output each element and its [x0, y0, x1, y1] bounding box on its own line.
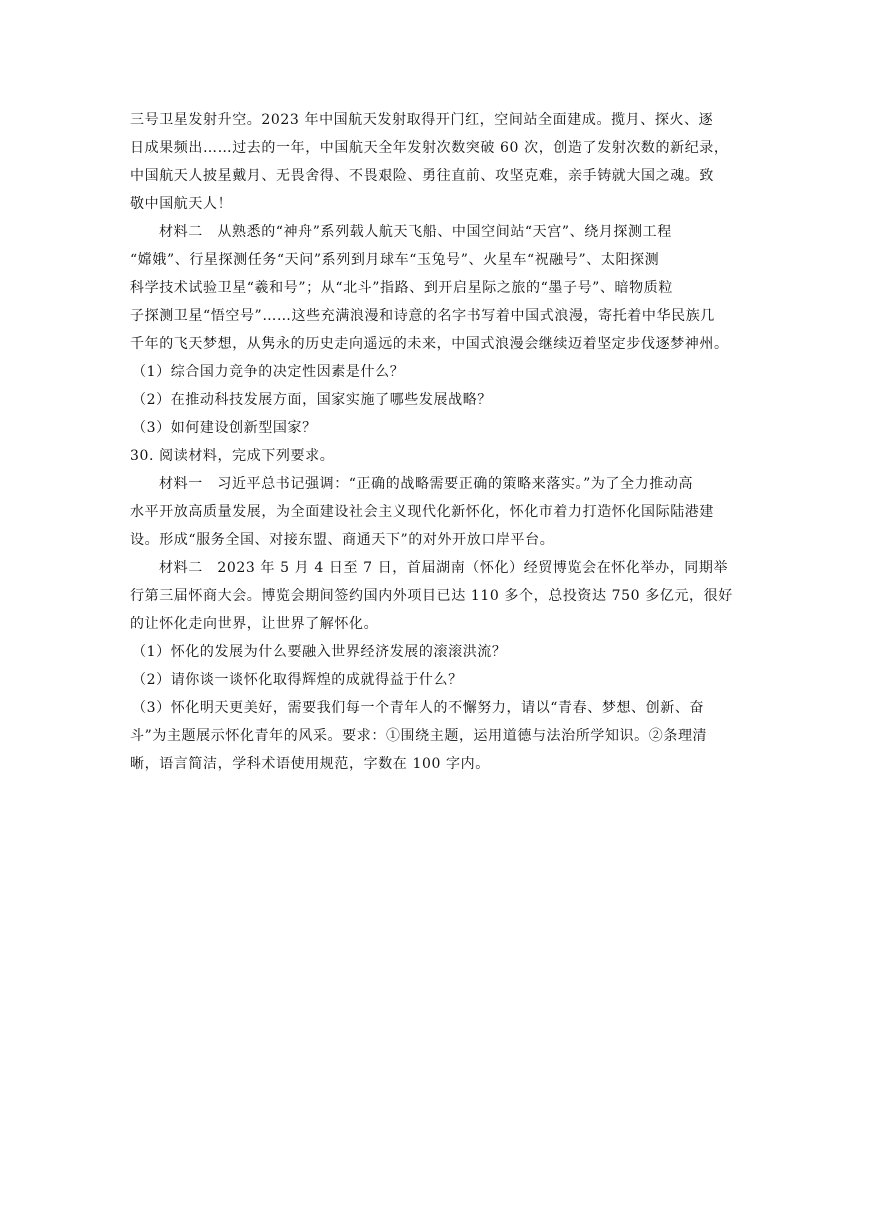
question-item: （1）综合国力竞争的决定性因素是什么？	[132, 364, 405, 380]
text-line: 晰，语言简洁，学科术语使用规范，字数在 100 字内。	[130, 756, 490, 772]
question-30-title: 30. 阅读材料，完成下列要求。	[130, 448, 335, 464]
text-line: 材料二 从熟悉的“神舟”系列载人航天飞船、中国空间站“天宫”、绕月探测工程	[159, 224, 672, 240]
q29-material2	[130, 218, 744, 358]
q30-material1	[130, 470, 744, 554]
question-item: （3）如何建设创新型国家？	[132, 420, 317, 436]
text-line: 材料二 2023 年 5 月 4 日至 7 日，首届湖南（怀化）经贸博览会在怀化举办，同期举	[159, 560, 729, 576]
text-line: 千年的飞天梦想，从隽永的历史走向遥远的未来，中国式浪漫会继续迈着坚定步伐逐梦神州。	[130, 336, 729, 352]
text-line: 科学技术试验卫星“羲和号”；从“北斗”指路、到开启星际之旅的“墨子号”、暗物质粒	[130, 280, 673, 296]
text-line: 行第三届怀商大会。博览会期间签约国内外项目已达 110 多个，总投资达 750 多亿元，很好	[130, 588, 733, 604]
q30-questions	[130, 638, 744, 778]
q29-questions	[130, 358, 744, 442]
document-page	[130, 106, 744, 778]
q29-material1-tail	[130, 106, 744, 218]
text-line: 敬中国航天人！	[130, 196, 233, 212]
text-line: 中国航天人披星戴月、无畏舍得、不畏艰险、勇往直前、攻坚克难，亲手铸就大国之魂。致	[130, 168, 714, 184]
question-item: （1）怀化的发展为什么要融入世界经济发展的滚滚洪流？	[132, 644, 507, 660]
text-line: 日成果频出……过去的一年，中国航天全年发射次数突破 60 次，创造了发射次数的新纪录，	[130, 140, 729, 156]
text-line: 三号卫星发射升空。2023 年中国航天发射取得开门红，空间站全面建成。揽月、探火、逐	[130, 112, 714, 128]
q30-material2	[130, 554, 744, 638]
text-line: 的让怀化走向世界，让世界了解怀化。	[130, 616, 379, 632]
text-line: 设。形成“服务全国、对接东盟、商通天下”的对外开放口岸平台。	[130, 532, 555, 548]
question-item: （2）请你谈一谈怀化取得辉煌的成就得益于什么？	[132, 672, 463, 688]
question-item: （3）怀化明天更美好，需要我们每一个青年人的不懈努力，请以“青春、梦想、创新、奋	[132, 700, 705, 716]
text-line: 斗”为主题展示怀化青年的风采。要求：①围绕主题，运用道德与法治所学知识。②条理清	[130, 728, 708, 744]
text-line: 水平开放高质量发展，为全面建设社会主义现代化新怀化，怀化市着力打造怀化国际陆港建	[130, 504, 714, 520]
text-line: 材料一 习近平总书记强调：“正确的战略需要正确的策略来落实。”为了全力推动高	[159, 476, 694, 492]
text-line: “嫦娥”、行星探测任务“天问”系列到月球车“玉兔号”、火星车“祝融号”、太阳探测	[130, 252, 660, 268]
question-item: （2）在推动科技发展方面，国家实施了哪些发展战略？	[132, 392, 492, 408]
text-line: 子探测卫星“悟空号”……这些充满浪漫和诗意的名字书写着中国式浪漫，寄托着中华民族几	[130, 308, 715, 324]
